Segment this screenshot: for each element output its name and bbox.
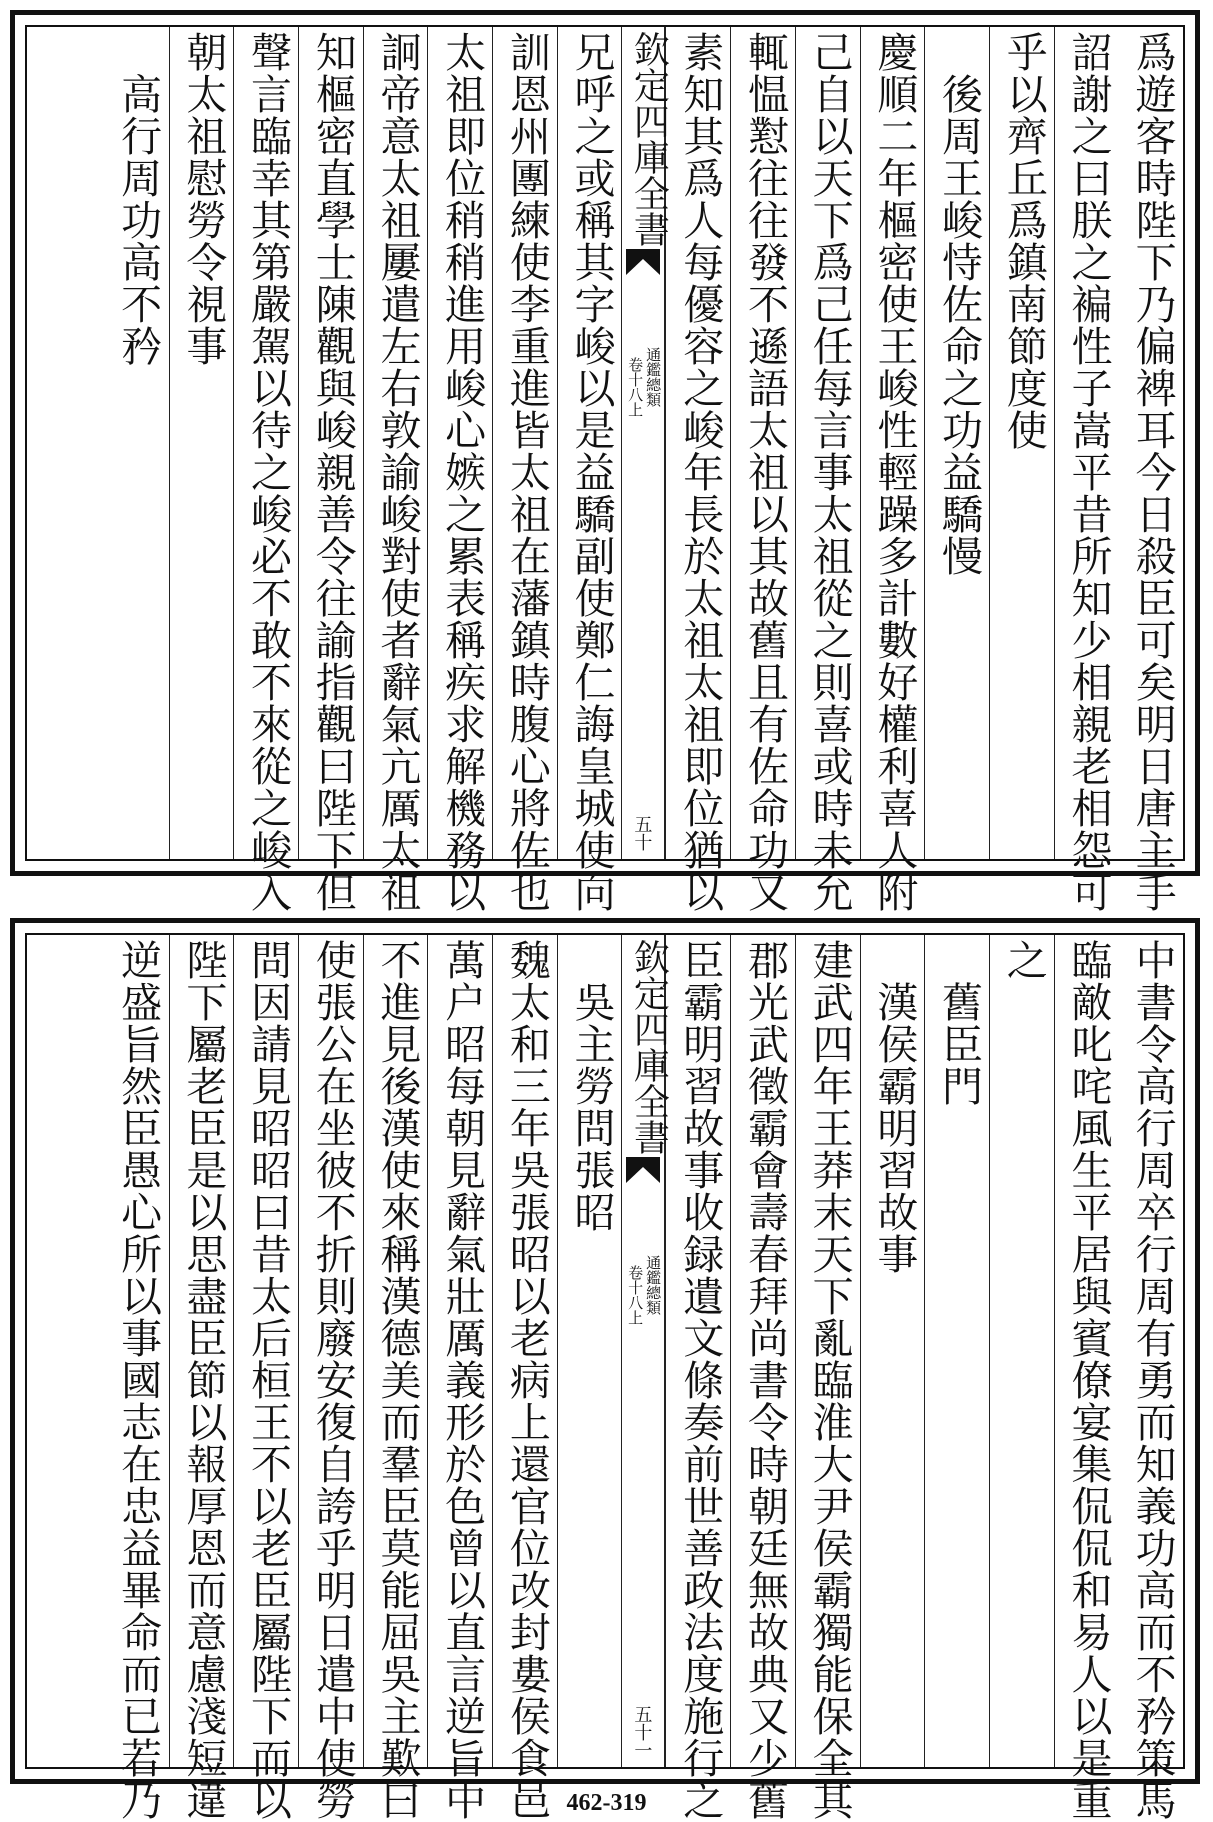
banxin-folio-number: 五十一	[631, 1705, 653, 1759]
column-text: 後周王峻恃佐命之功益驕慢	[935, 31, 984, 577]
text-column	[665, 27, 730, 913]
text-column	[298, 27, 363, 913]
column-text: 太祖即位稍稍進用峻心嫉之累表稱疾求解機務以	[438, 31, 487, 913]
text-column	[730, 935, 795, 1821]
column-text: 萬户昭每朝見辭氣壯厲義形於色曾以直言逆旨中	[438, 939, 487, 1821]
text-column	[1054, 27, 1119, 913]
column-text: 詔謝之曰朕之褊性子嵩平昔所知少相親老相怨可	[1064, 31, 1113, 913]
banxin-volume: 卷十八上	[626, 357, 645, 417]
banxin-title: 欽定四庫全書	[628, 31, 670, 247]
column-text: 聲言臨幸其第嚴駕以待之峻必不敢不來從之峻入	[244, 31, 293, 913]
text-column	[665, 935, 730, 1821]
text-column	[363, 935, 428, 1821]
banxin-book-title: 通鑑總類	[644, 347, 663, 407]
text-column	[492, 935, 557, 1821]
column-text: 吳主勞問張昭	[567, 939, 616, 1233]
text-column	[924, 935, 989, 1767]
column-text: 乎以齊丘爲鎮南節度使	[999, 31, 1048, 451]
column-text: 中書令高行周卒行周有勇而知義功高而不矜策馬	[1128, 939, 1177, 1821]
text-column	[427, 27, 492, 913]
text-column	[492, 27, 557, 913]
text-column	[427, 935, 492, 1821]
banxin-center-strip	[621, 27, 670, 859]
text-column	[1118, 27, 1183, 913]
column-text: 臨敵叱咤風生平居與賓僚宴集侃侃和易人以是重	[1064, 939, 1113, 1821]
banxin-title: 欽定四庫全書	[628, 939, 670, 1155]
text-column	[169, 27, 234, 859]
text-column	[924, 27, 989, 859]
text-column	[1054, 935, 1119, 1821]
column-text: 不進見後漢使來稱漢德美而羣臣莫能屈吳主歎曰	[373, 939, 422, 1821]
column-text: 朝太祖慰勞令視事	[179, 31, 228, 367]
column-text: 慶順二年樞密使王峻性輕躁多計數好權利喜人附	[870, 31, 919, 913]
column-text: 高行周功高不矜	[114, 31, 163, 367]
column-text: 兄呼之或稱其字峻以是益驕副使鄭仁誨皇城使向	[567, 31, 616, 913]
column-text: 知樞密直學士陳觀與峻親善令往諭指觀曰陛下但	[308, 31, 357, 913]
column-text: 逆盛旨然臣愚心所以事國志在忠益畢命而已若乃	[114, 939, 163, 1821]
text-column	[860, 935, 925, 1767]
text-column	[363, 27, 428, 913]
text-column	[1118, 935, 1183, 1821]
text-column	[233, 935, 298, 1821]
banxin-folio-number: 五十	[631, 815, 653, 851]
top-page-spread	[10, 10, 1200, 913]
column-text: 使張公在坐彼不折則廢安復自誇乎明日遣中使勞	[308, 939, 357, 1821]
text-column	[104, 27, 169, 859]
column-text: 魏太和三年吳張昭以老病上還官位改封婁侯食邑	[502, 939, 551, 1821]
column-text: 郡光武徵霸會壽春拜尚書令時朝廷無故典又少舊	[740, 939, 789, 1821]
column-text: 詗帝意太祖屢遣左右敦諭峻對使者辭氣亢厲太祖	[373, 31, 422, 913]
column-text: 之	[999, 939, 1048, 981]
banxin-volume: 卷十八上	[626, 1265, 645, 1325]
column-text: 問因請見昭昭曰昔太后桓王不以老臣屬陛下而以	[244, 939, 293, 1821]
column-text: 舊臣門	[935, 939, 984, 1107]
text-column	[860, 27, 925, 913]
column-text: 漢侯霸明習故事	[870, 939, 919, 1275]
column-text: 陛下屬老臣是以思盡臣節以報厚恩而意慮淺短違	[179, 939, 228, 1821]
text-column	[730, 27, 795, 913]
text-column	[989, 27, 1054, 859]
text-column	[233, 27, 298, 913]
text-column	[989, 935, 1054, 1767]
top-page-frame	[25, 25, 1185, 913]
column-text: 訓恩州團練使李重進皆太祖在藩鎮時腹心將佐也	[502, 31, 551, 913]
text-column	[169, 935, 234, 1821]
column-text: 輒愠懟往往發不遜語太祖以其故舊且有佐命功又	[740, 31, 789, 913]
fishtail-ornament	[626, 1157, 660, 1183]
column-text: 己自以天下爲己任每言事太祖從之則喜或時未允	[805, 31, 854, 913]
text-column	[557, 27, 622, 913]
banxin-center-strip	[621, 935, 670, 1767]
page-number: 462-319	[566, 1790, 647, 1816]
text-column	[104, 935, 169, 1821]
text-column	[557, 935, 622, 1767]
column-text: 素知其爲人每優容之峻年長於太祖太祖即位猶以	[676, 31, 725, 913]
fishtail-ornament	[626, 249, 660, 275]
column-text: 臣霸明習故事收録遺文條奏前世善政法度施行之	[676, 939, 725, 1821]
column-text: 建武四年王莽末天下亂臨淮大尹侯霸獨能保全其	[805, 939, 854, 1821]
column-text: 爲遊客時陛下乃偏裨耳今日殺臣可矣明日唐主手	[1128, 31, 1177, 913]
banxin-book-title: 通鑑總類	[644, 1255, 663, 1315]
text-column	[795, 27, 860, 913]
text-column	[298, 935, 363, 1821]
text-column	[795, 935, 860, 1821]
